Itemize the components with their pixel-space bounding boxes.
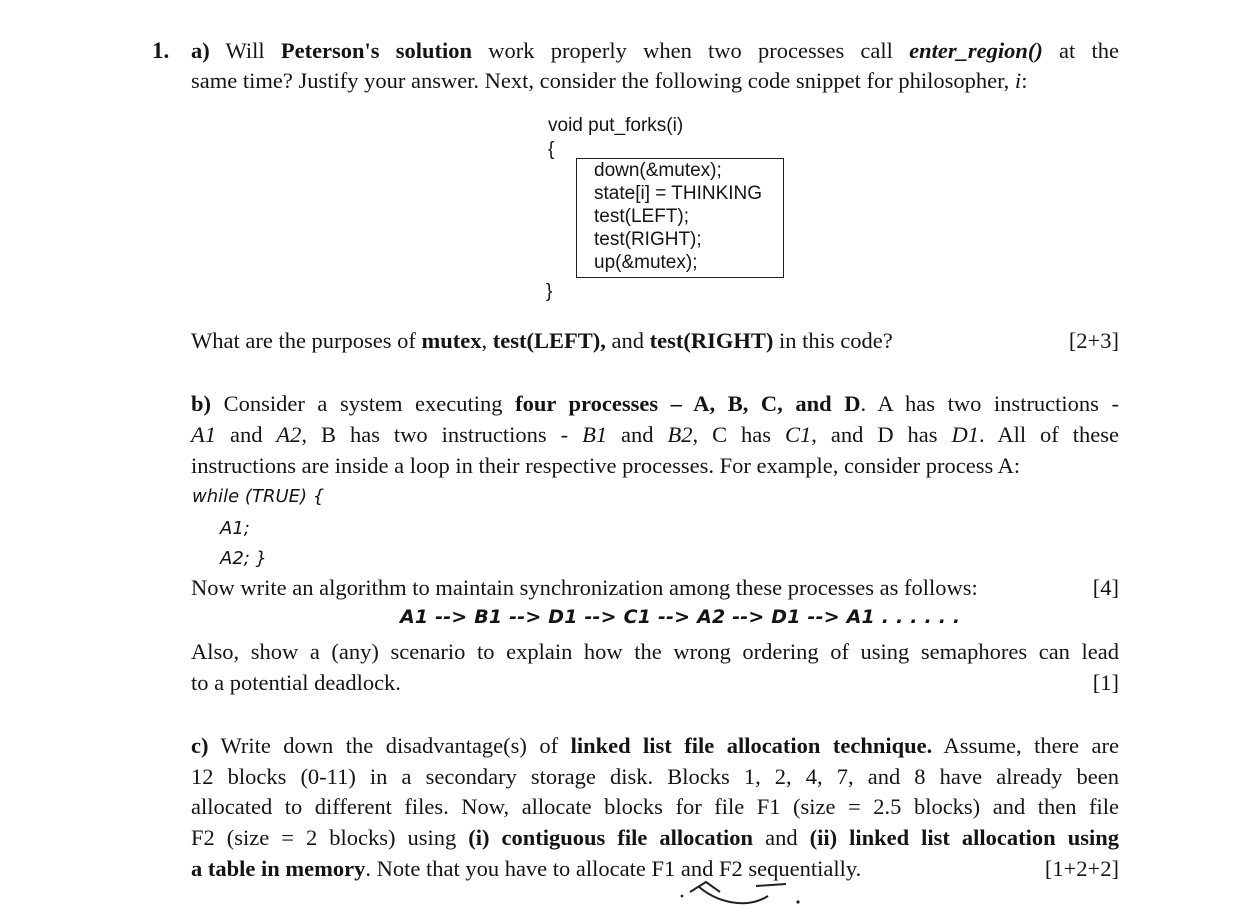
part-a-line-2: same time? Justify your answer. Next, consider the following code snippet for philosopher, i: [191,68,1028,93]
code-open-brace: { [548,139,555,160]
part-b-label: b) [191,391,212,416]
part-c-line-4: F2 (size = 2 blocks) using (i) contiguous file allocation and (ii) linked list allocation using [191,825,1119,850]
code-close-brace: } [546,281,553,302]
peterson-term: Peterson's solution [280,38,473,63]
code-line: test(LEFT); [594,206,690,227]
part-a-line-1: a) Will Peterson's solution work properly when two processes call enter_region() at the [191,38,1119,63]
part-b-line-2: A1 and A2, B has two instructions - B1 and B2, C has C1, and D has D1. All of these [191,422,1119,447]
code-signature: void put_forks(i) [548,115,684,136]
code-line: state[i] = THINKING [594,183,763,204]
question-number: 1. [152,38,170,63]
part-b-line-3: instructions are inside a loop in their respective processes. For example, consider process A: [191,453,1021,478]
part-c-line-1: c) Write down the disadvantage(s) of linked list file allocation technique. Assume, there are [191,733,1119,758]
part-a-question: What are the purposes of mutex, test(LEFT), and test(RIGHT) in this code? [2+3] [191,326,1119,356]
code-line: test(RIGHT); [594,229,702,250]
code-line: up(&mutex); [594,252,698,273]
part-b-marks-1: [4] [1092,575,1119,600]
part-c-line-2: 12 blocks (0-11) in a secondary storage disk. Blocks 1, 2, 4, 7, and 8 have already been [191,764,1119,789]
sync-sequence: A1 --> B1 --> D1 --> C1 --> A2 --> D1 --> A1 . . . . . . [400,606,961,628]
part-c-line-5: a table in memory. Note that you have to allocate F1 and F2 sequentially. [1+2+2] [191,854,1119,884]
loop-code-line: A1; [220,518,250,539]
part-c-label: c) [191,733,209,758]
part-b-marks-2: [1] [1092,670,1119,695]
loop-code-line: A2; } [220,548,268,569]
handwritten-scribble [676,876,806,910]
part-b-line-1: b) Consider a system executing four processes – A, B, C, and D. A has two instructions - [191,391,1119,416]
code-body-box [576,158,784,278]
part-a-label: a) [191,38,210,63]
part-b-line-6: to a potential deadlock. [1] [191,668,1119,698]
part-b-line-4: Now write an algorithm to maintain synchronization among these processes as follows: [4] [191,573,1119,603]
enter-region-term: enter_region() [909,38,1043,63]
part-b-line-5: Also, show a (any) scenario to explain how the wrong ordering of using semaphores can lead [191,639,1119,664]
part-c-marks: [1+2+2] [1044,856,1119,881]
part-c-line-3: allocated to different files. Now, allocate blocks for file F1 (size = 2.5 blocks) and then file [191,794,1119,819]
part-a-marks: [2+3] [1068,328,1119,353]
code-line: down(&mutex); [594,160,722,181]
loop-code-line: while (TRUE) { [192,486,325,507]
